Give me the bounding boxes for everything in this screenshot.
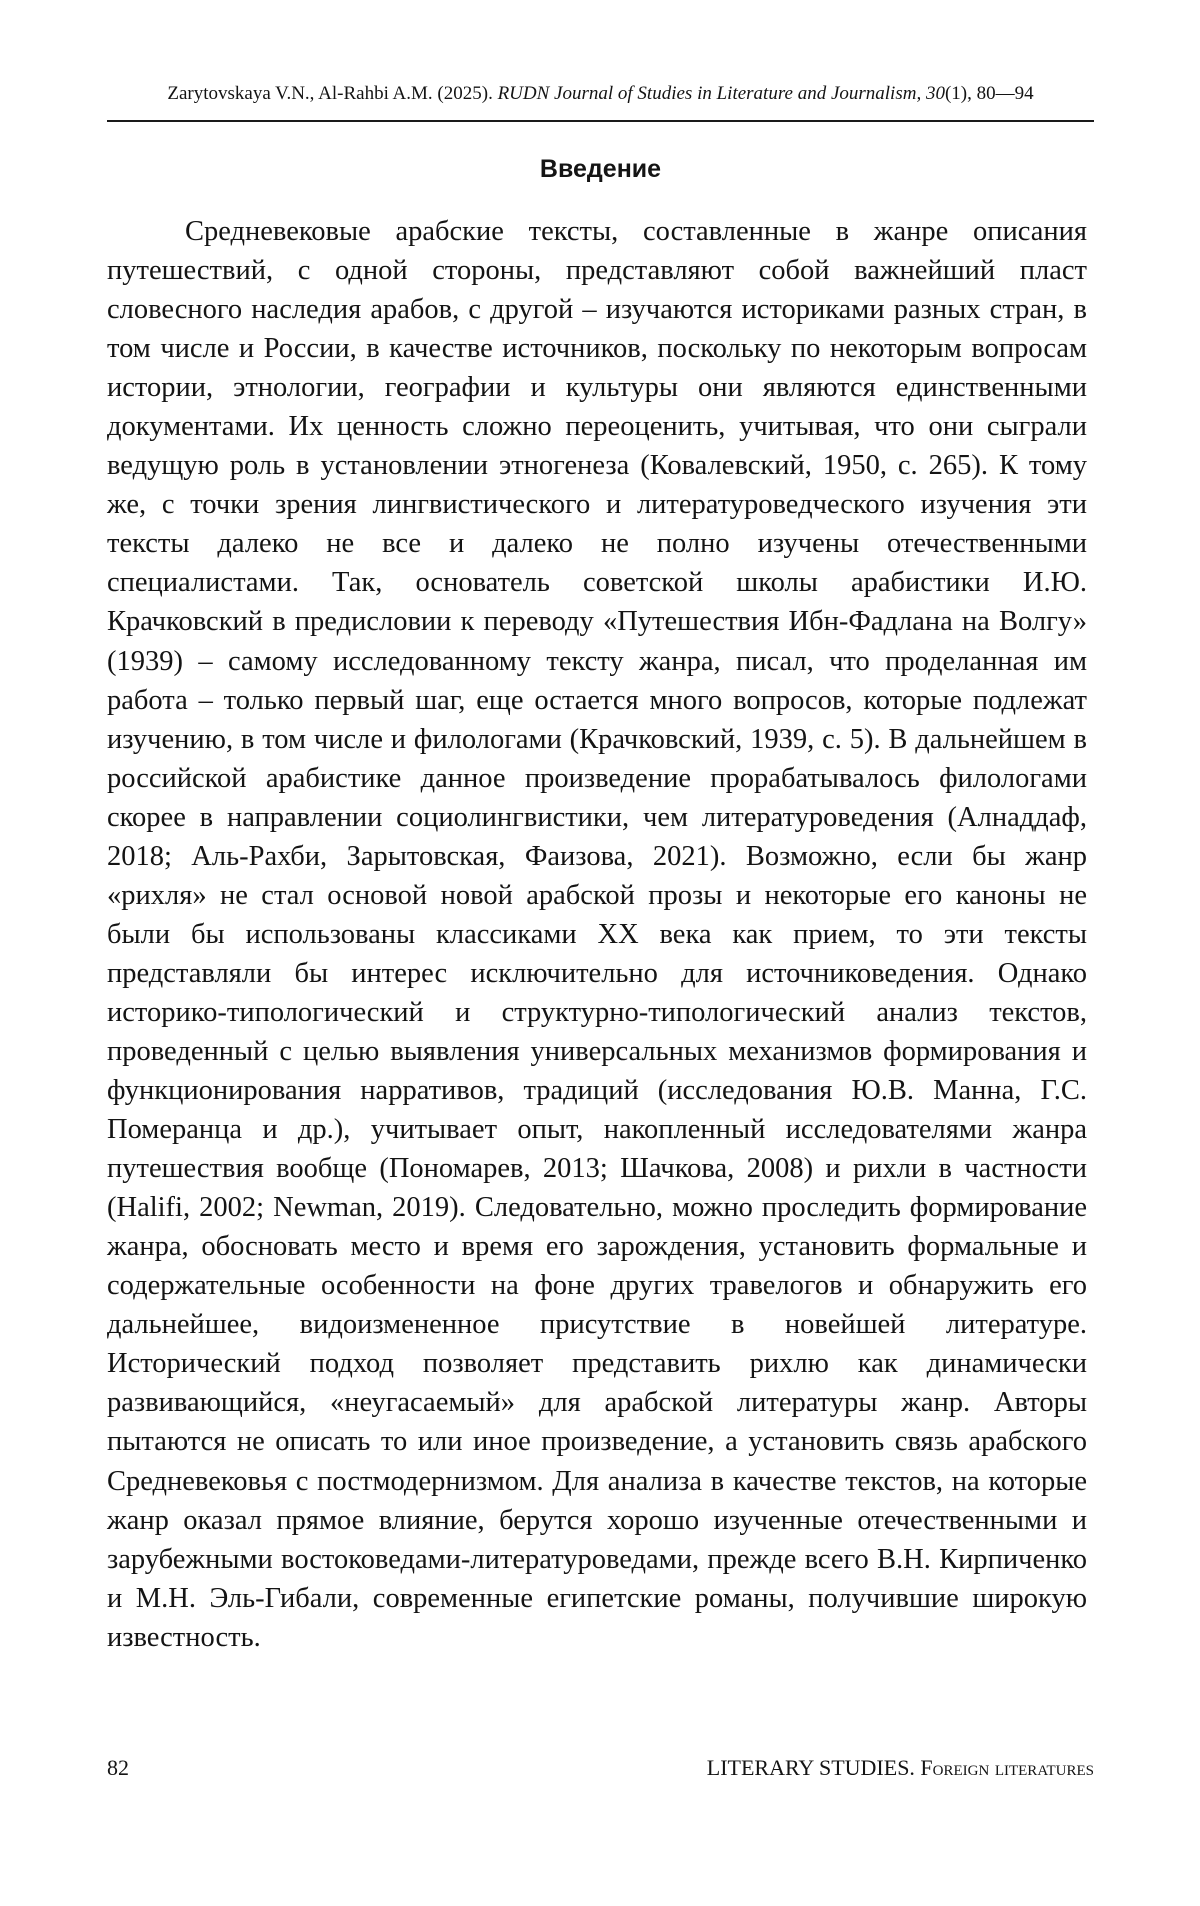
header-issue-pages: (1), 80—94 [944,83,1034,104]
header-rule [107,120,1094,122]
body-paragraph: Средневековые арабские тексты, составленные в жанре описания путешествий, с одной стороны, представляют собой важнейший пласт словесного наследия арабов, с другой – изучаются историками разных стран, в том числе и России, в качестве источников, поскольку по некоторым вопросам истории, этнологии, географии и культуры они являются единственными документами. Их ценность сложно переоценить, учитывая, что они сыграли ведущую роль в установлении этногенеза (Ковалевский, 1950, с. 265). К тому же, с точки зрения лингвистического и литературоведческого изучения эти тексты далеко не все и далеко не полно изучены отечественными специалистами. Так, основатель советской школы арабистики И.Ю. Крачковский в предисловии к переводу «Путешествия Ибн-Фадлана на Волгу» (1939) – самому исследованному тексту жанра, писал, что проделанная им работа – только первый шаг, еще остается много вопросов, которые подлежат изучению, в том числе и филологами (Крачковский, 1939, с. 5). В дальнейшем в российской арабистике данное произведение прорабатывалось филологами скорее в направлении социолингвистики, чем литературоведения (Алнаддаф, 2018; Аль-Рахби, Зарытовская, Фаизова, 2021). Возможно, если бы жанр «рихля» не стал основой новой арабской прозы и некоторые его каноны не были бы использованы классиками XX века как прием, то эти тексты представляли бы интерес исключительно для источниковедения. Однако историко-типологический и структурно-типологический анализ текстов, проведенный с целью выявления универсальных механизмов формирования и функционирования нарративов, традиций (исследования Ю.В. Манна, Г.С. Померанца и др.), учитывает опыт, накопленный исследователями жанра путешествия вообще (Пономарев, 2013; Шачкова, 2008) и рихли в частности (Halifi, 2002; Newman, 2019). Следовательно, можно проследить формирование жанра, обосновать место и время его зарождения, установить формальные и содержательные особенности на фоне других травелогов и обнаружить его дальнейшее, видоизмененное присутствие в новейшей литературе. Исторический подход позволяет представить рихлю как динамически развивающийся, «неугасаемый» для арабской литературы жанр. Авторы пытаются не описать то или иное произведение, а установить связь арабского Средневековья с постмодернизмом. Для анализа в качестве текстов, на которые жанр оказал прямое влияние, берутся хорошо изученные отечественными и зарубежными востоковедами-литературоведами, прежде всего В.Н. Кирпиченко и М.Н. Эль-Гибали, современные египетские романы, получившие широкую известность. [107,216,1087,1653]
section-title: Введение [539,155,662,183]
header-journal: RUDN Journal of Studies in Literature and Journalism, 30 [497,83,945,104]
header-authors: Zarytovskaya V.N., Al-Rahbi A.M. (2025). [167,83,498,104]
footer-section-name [707,1754,1094,1782]
running-header [107,82,1094,106]
footer-section-label: LITERARY STUDIES. Foreign literatures [706,1755,1094,1780]
page-number: 82 [107,1755,129,1780]
